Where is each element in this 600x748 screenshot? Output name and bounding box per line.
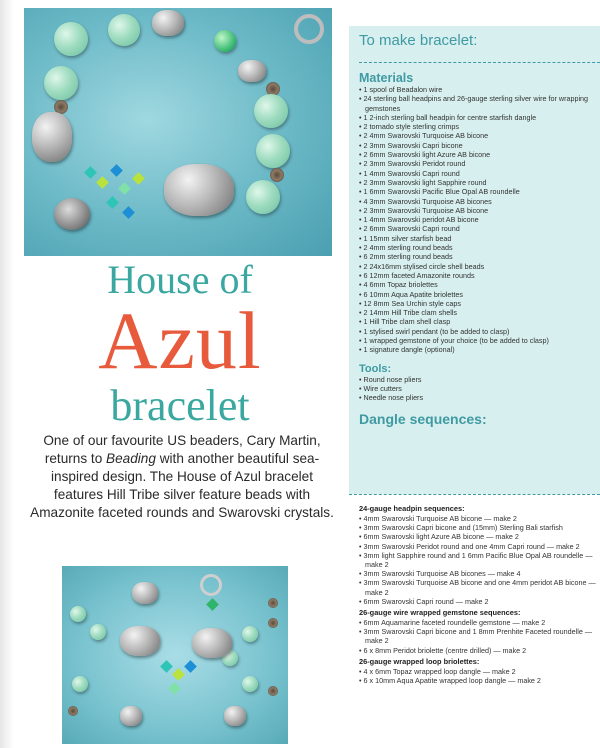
list-item: • 6mm Swarovski light Azure AB bicone — make 2 (359, 532, 597, 541)
list-item: • 1 4mm Swarovski Capri round (359, 169, 597, 178)
list-item: • 1 wrapped gemstone of your choice (to be added to clasp) (359, 336, 597, 345)
dangle-sequences (349, 494, 600, 748)
capri-crystal (184, 660, 197, 673)
list-item: • 2 3mm Swarovski Turquoise AB bicone (359, 206, 597, 215)
swirl-pendant (200, 574, 222, 596)
list-item: • 1 Hill Tribe clam shell clasp (359, 317, 597, 326)
list-item: • 2 4mm sterling round beads (359, 243, 597, 252)
list-item: • 6mm Aquamarine faceted roundelle gemstone — make 2 (359, 618, 597, 627)
amazonite-bead (108, 14, 140, 46)
silver-shell-bead (152, 10, 184, 36)
silver-feature-bead (32, 112, 72, 162)
intro-text-2: with another beautiful sea-inspired design. The House of Azul bracelet features Hill Tribe silver feature beads with Amazonite faceted rounds and Swarovski crystals. (30, 451, 334, 520)
turquoise-crystal (84, 166, 97, 179)
bead-cap (268, 618, 278, 628)
magazine-name: Beading (106, 451, 156, 466)
list-item: • 3mm Swarovski Capri bicone and (15mm) Sterling Bali starfish (359, 523, 597, 532)
capri-crystal (110, 164, 123, 177)
list-item: • Wire cutters (359, 384, 597, 393)
turquoise-crystal (160, 660, 173, 673)
list-item: • 2 14mm Hill Tribe clam shells (359, 308, 597, 317)
list-item: • 6 10mm Aqua Apatite briolettes (359, 290, 597, 299)
amazonite-bead (256, 134, 290, 168)
intro-paragraph (28, 432, 336, 522)
list-item: • 4 6mm Topaz briolettes (359, 280, 597, 289)
green-crystal (214, 30, 236, 52)
list-item: • 1 15mm silver starfish bead (359, 234, 597, 243)
clam-shell-clasp (132, 582, 158, 604)
title-line-house-of: House of (107, 257, 253, 302)
title-line-bracelet: bracelet (110, 381, 250, 430)
list-item: • 4 3mm Swarovski Turquoise AB bicones (359, 197, 597, 206)
azure-crystal (168, 682, 181, 695)
list-item: • 1 signature dangle (optional) (359, 345, 597, 354)
sequence-list (359, 514, 597, 606)
materials-list (359, 85, 597, 355)
amazonite-bead (246, 180, 280, 214)
intro-text-1: One of our favourite US beaders, Cary Martin, returns to (43, 433, 321, 466)
amazonite-bead (242, 676, 258, 692)
bead-cap (268, 686, 278, 696)
list-item: • 24 sterling ball headpins and 26-gauge sterling silver wire for wrapping gemstones (359, 94, 597, 113)
bead-cap (68, 706, 78, 716)
dangle-divider (349, 494, 600, 495)
list-item: • Needle nose pliers (359, 393, 597, 402)
dangle-heading: Dangle sequences: (359, 410, 487, 427)
list-item: • 3mm Swarovski Peridot round and one 4mm Capri round — make 2 (359, 542, 597, 551)
starfish-charm (54, 198, 90, 230)
title-line-azul: Azul (98, 295, 262, 386)
group-heading: 24-gauge headpin sequences: (359, 504, 465, 513)
article-title (30, 258, 330, 432)
list-item: • 2 tornado style sterling crimps (359, 122, 597, 131)
list-item: • 12 8mm Sea Urchin style caps (359, 299, 597, 308)
amazonite-bead (90, 624, 106, 640)
list-item: • 2 4mm Swarovski Turquoise AB bicone (359, 131, 597, 140)
list-item: • 2 3mm Swarovski Peridot round (359, 159, 597, 168)
group-heading: 26-gauge wire wrapped gemstone sequences: (359, 608, 521, 618)
amazonite-bead (72, 676, 88, 692)
silver-feature-bead (120, 626, 160, 656)
list-item: • 1 spool of Beadalon wire (359, 85, 597, 94)
list-item: • 6 12mm faceted Amazonite rounds (359, 271, 597, 280)
green-gemstone (206, 598, 219, 611)
turquoise-crystal (106, 196, 119, 209)
list-item: • 1 stylised swirl pendant (to be added to clasp) (359, 327, 597, 336)
list-item: • 2 6mm Swarovski light Azure AB bicone (359, 150, 597, 159)
components-photo (62, 566, 288, 744)
list-item: • 1 2-inch sterling ball headpin for centre starfish dangle (359, 113, 597, 122)
materials-heading: Materials (359, 71, 414, 85)
swirl-clasp (294, 14, 324, 44)
peridot-crystal (96, 176, 109, 189)
list-item: • 2 3mm Swarovski light Sapphire round (359, 178, 597, 187)
tools-heading: Tools: (359, 362, 392, 375)
azure-crystal (118, 182, 131, 195)
silver-feature-bead (192, 628, 232, 658)
peridot-crystal (132, 172, 145, 185)
page-gutter (0, 0, 14, 748)
bracelet-photo (24, 8, 332, 256)
list-item: • 2 24x16mm stylised circle shell beads (359, 262, 597, 271)
amazonite-bead (242, 626, 258, 642)
list-item: • 4mm Swarovski Turquoise AB bicone — make 2 (359, 514, 597, 523)
amazonite-bead (54, 22, 88, 56)
sequence-list (359, 618, 597, 655)
amazonite-bead (70, 606, 86, 622)
group-heading: 26-gauge wrapped loop briolettes: (359, 656, 480, 666)
list-item: • 2 3mm Swarovski Capri bicone (359, 141, 597, 150)
list-item: • 6 x 8mm Peridot briolette (centre drilled) — make 2 (359, 646, 597, 655)
list-item: • 3mm Swarovski Capri bicone and 1 8mm Prenhite Faceted roundelle — make 2 (359, 627, 597, 645)
amazonite-bead (44, 66, 78, 100)
list-item: • 6mm Swarovski Capri round — make 2 (359, 597, 597, 606)
silver-feature-bead (164, 164, 234, 216)
bead-cap (268, 598, 278, 608)
bead-cap (270, 168, 284, 182)
capri-crystal (122, 206, 135, 219)
list-item: • 1 6mm Swarovski Pacific Blue Opal AB roundelle (359, 187, 597, 196)
list-item: • 3mm light Sapphire round and 1 6mm Pacific Blue Opal AB roundelle — make 2 (359, 551, 597, 569)
list-item: • Round nose pliers (359, 375, 597, 384)
panel-heading: To make bracelet: (359, 32, 478, 49)
list-item: • 3mm Swarovski Turquoise AB bicones — make 4 (359, 569, 597, 578)
list-item: • 6 x 10mm Aqua Apatite wrapped loop dangle — make 2 (359, 676, 597, 685)
peridot-crystal (172, 668, 185, 681)
amazonite-bead (254, 94, 288, 128)
list-item: • 4 x 6mm Topaz wrapped loop dangle — make 2 (359, 667, 597, 676)
list-item: • 6 2mm sterling round beads (359, 252, 597, 261)
clam-shell (224, 706, 246, 726)
list-item: • 1 4mm Swarovski peridot AB bicone (359, 215, 597, 224)
clam-shell (120, 706, 142, 726)
list-item: • 2 6mm Swarovski Capri round (359, 224, 597, 233)
silver-shell-bead (238, 60, 266, 82)
list-item: • 3mm Swarovski Turquoise AB bicone and one 4mm peridot AB bicone — make 2 (359, 578, 597, 596)
panel-divider (359, 62, 600, 63)
sequence-list (359, 667, 597, 685)
tools-list (359, 375, 597, 403)
